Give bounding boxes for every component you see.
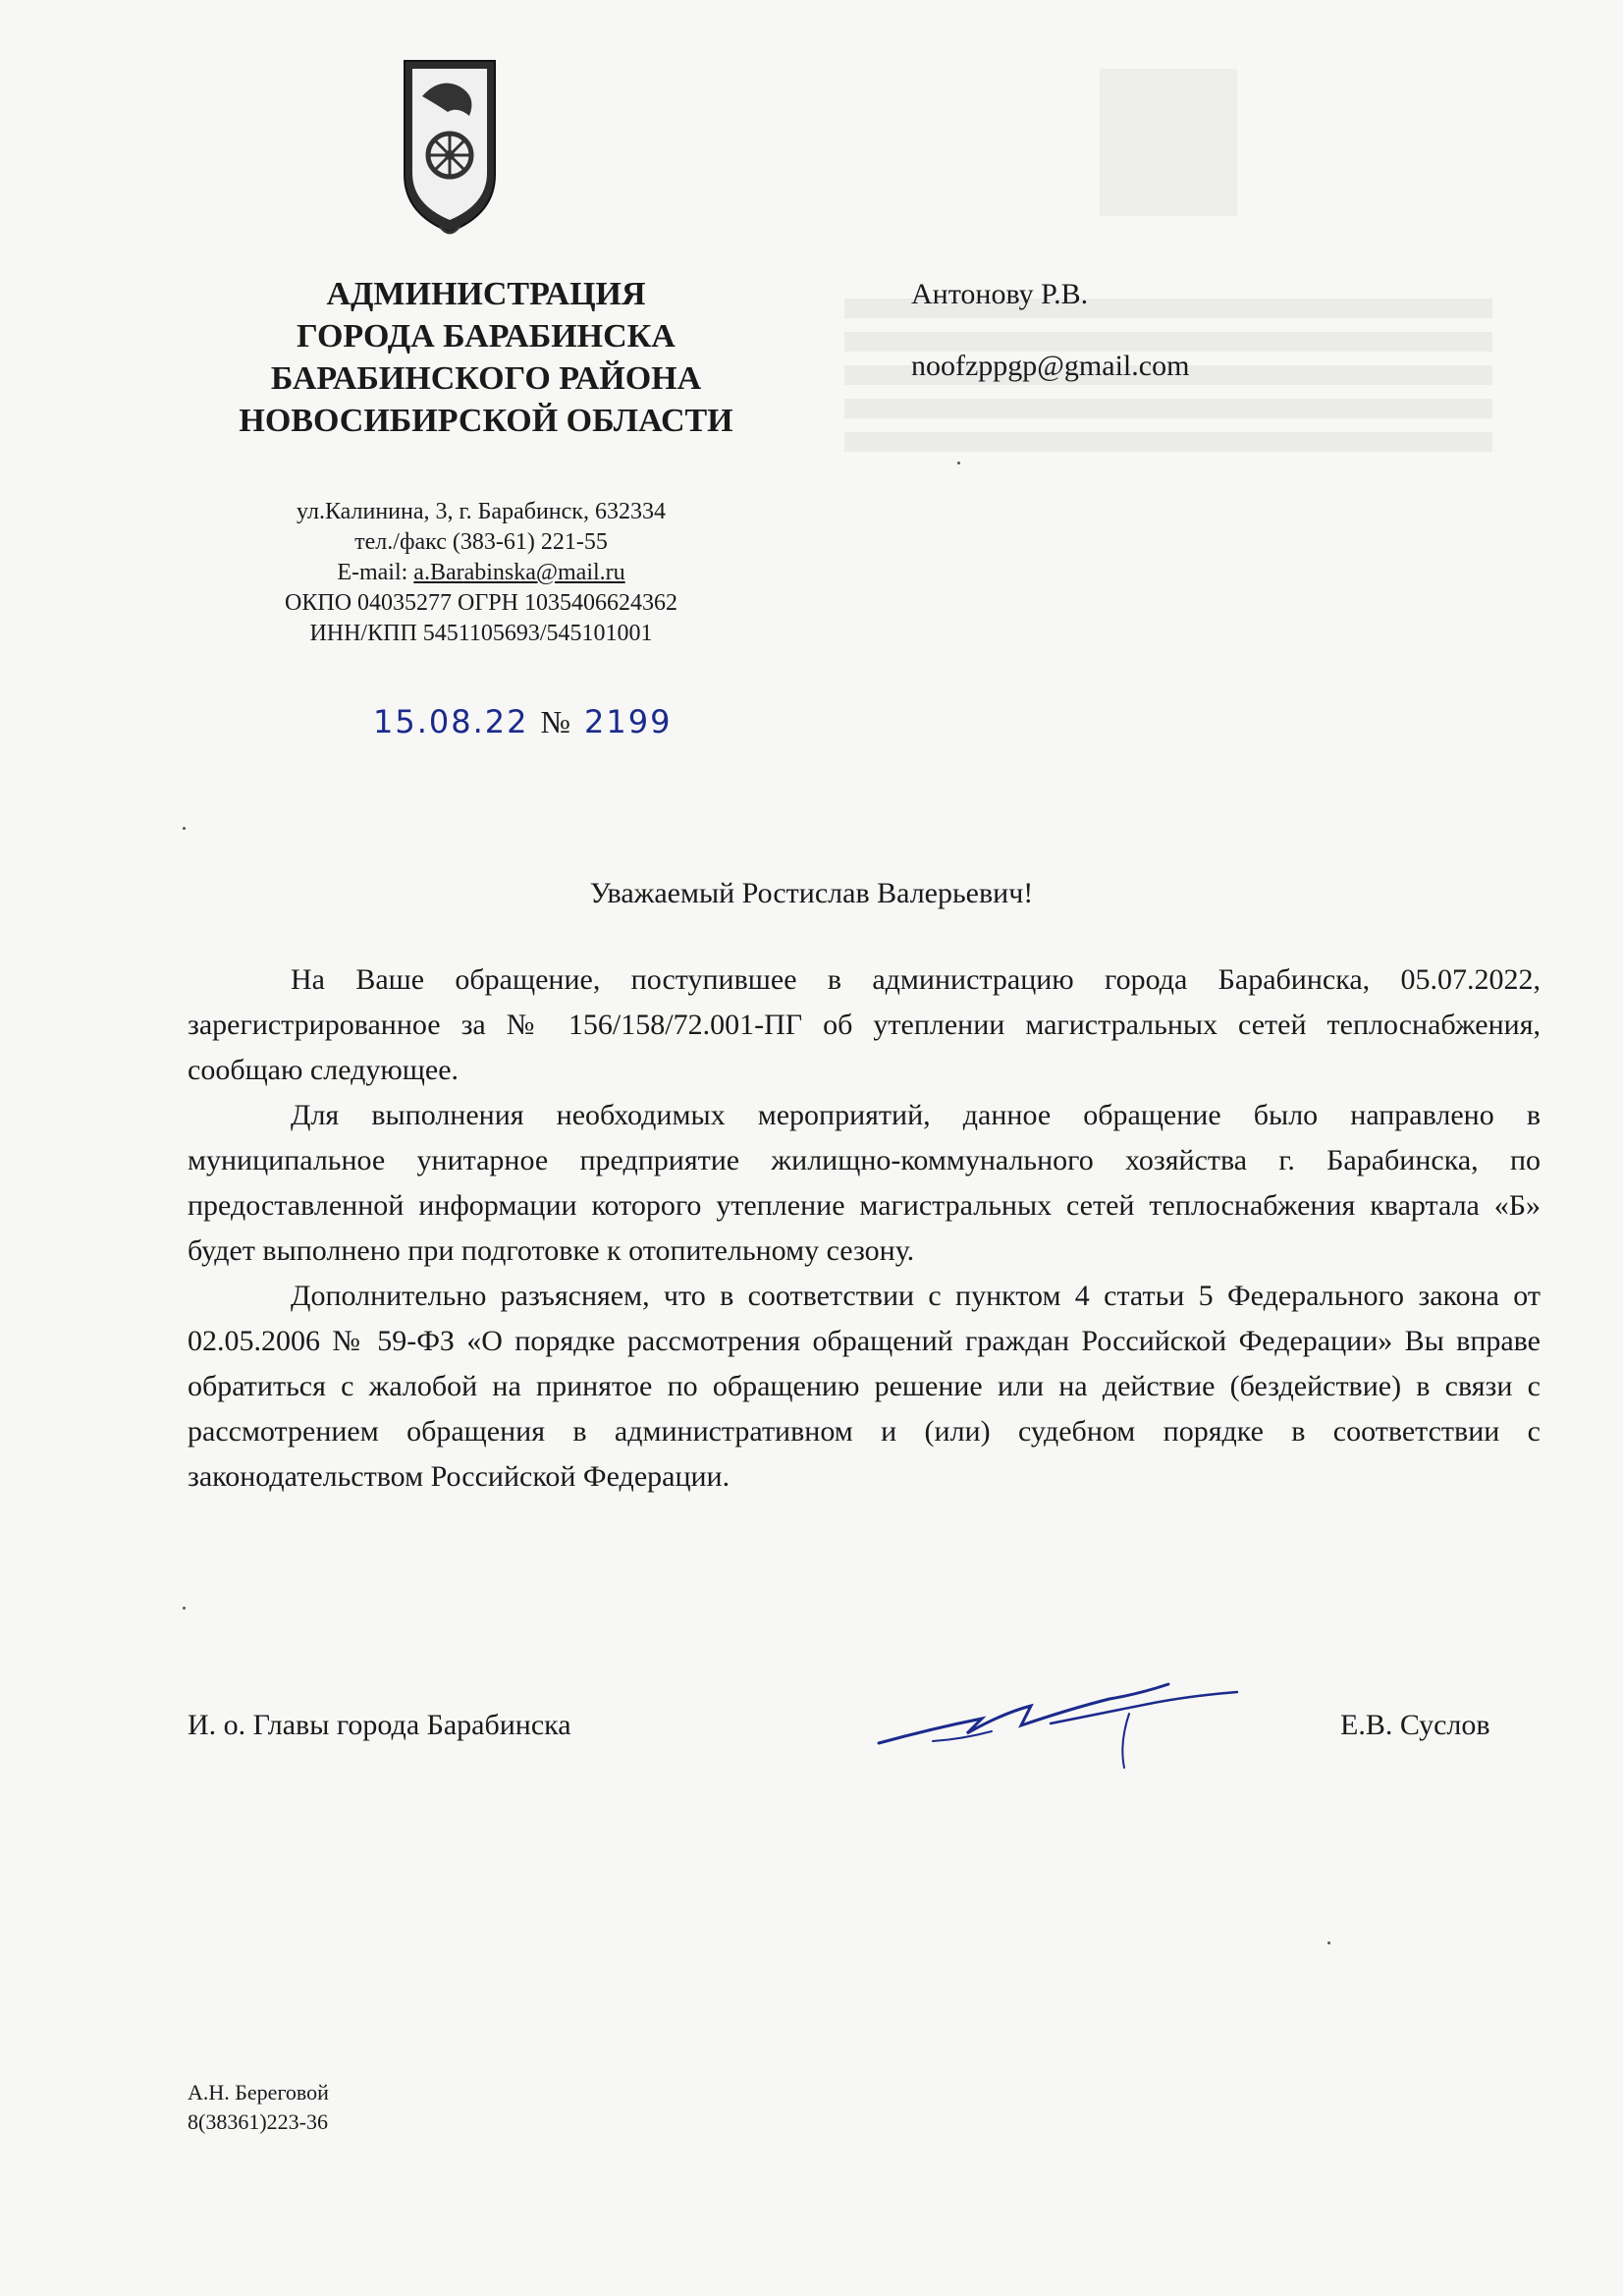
scan-speck — [183, 827, 186, 830]
bleed-through-block — [1100, 69, 1237, 216]
recipient-name: Антонову Р.В. — [911, 278, 1089, 310]
email-link[interactable]: a.Barabinska@mail.ru — [413, 560, 625, 585]
org-line: ГОРОДА БАРАБИНСКА — [297, 318, 676, 355]
organization-contacts — [167, 497, 795, 649]
letter-body — [188, 957, 1541, 1500]
recipient-block — [911, 273, 1189, 387]
recipient-email: noofzppgp@gmail.com — [911, 350, 1190, 382]
signer-name: Е.В. Суслов — [1340, 1709, 1490, 1741]
handwritten-signature — [874, 1674, 1267, 1773]
registration-number — [373, 703, 672, 740]
scan-speck — [1327, 1941, 1330, 1944]
executor-name: А.Н. Береговой — [188, 2080, 329, 2105]
registration-no: 2199 — [584, 703, 673, 740]
number-sign: № — [540, 704, 573, 739]
org-line: НОВОСИБИРСКОЙ ОБЛАСТИ — [239, 403, 733, 439]
organization-header — [137, 273, 835, 442]
inn-kpp-line: ИНН/КПП 5451105693/545101001 — [309, 621, 653, 646]
org-line: БАРАБИНСКОГО РАЙОНА — [270, 360, 702, 397]
signer-title: И. о. Главы города Барабинска — [188, 1709, 571, 1741]
phone-line: тел./факс (383-61) 221-55 — [354, 529, 608, 555]
executor-phone: 8(38361)223-36 — [188, 2109, 328, 2134]
body-paragraph: Дополнительно разъясняем, что в соответствии с пунктом 4 статьи 5 Федерального закона от 02.05.2006 № 59-ФЗ «О порядке рассмотрения обращений граждан Российской Федерации» Вы вправе обратиться с жалобой на принятое по обращению решение или на действие (бездействие) в связи с рассмотрением обращения в административном и (или) судебном порядке в соответствии с законодательством Российской Федерации. — [188, 1280, 1541, 1493]
email-label: E-mail: — [337, 560, 414, 585]
salutation: Уважаемый Ростислав Валерьевич! — [589, 877, 1034, 909]
registration-date: 15.08.22 — [373, 703, 529, 740]
org-line: АДМИНИСТРАЦИЯ — [326, 276, 646, 312]
okpo-ogrn-line: ОКПО 04035277 ОГРН 1035406624362 — [285, 590, 677, 616]
scan-speck — [957, 462, 960, 465]
body-paragraph: Для выполнения необходимых мероприятий, данное обращение было направлено в муниципальное унитарное предприятие жилищно-коммунального хозяйства г. Барабинска, по предоставленной информации которого утепление магистральных сетей теплоснабжения квартала «Б» будет выполнено при подготовке к отопительному сезону. — [188, 1099, 1541, 1267]
body-paragraph: На Ваше обращение, поступившее в администрацию города Барабинска, 05.07.2022, зарегистрированное за № 156/158/72.001-ПГ об утеплении магистральных сетей теплоснабжения, сообщаю следующее. — [188, 963, 1541, 1086]
executor-block — [188, 2078, 329, 2137]
coat-of-arms-emblem — [401, 57, 499, 244]
email-line — [167, 558, 795, 588]
scan-speck — [183, 1607, 186, 1610]
address-line: ул.Калинина, 3, г. Барабинск, 632334 — [297, 499, 666, 524]
